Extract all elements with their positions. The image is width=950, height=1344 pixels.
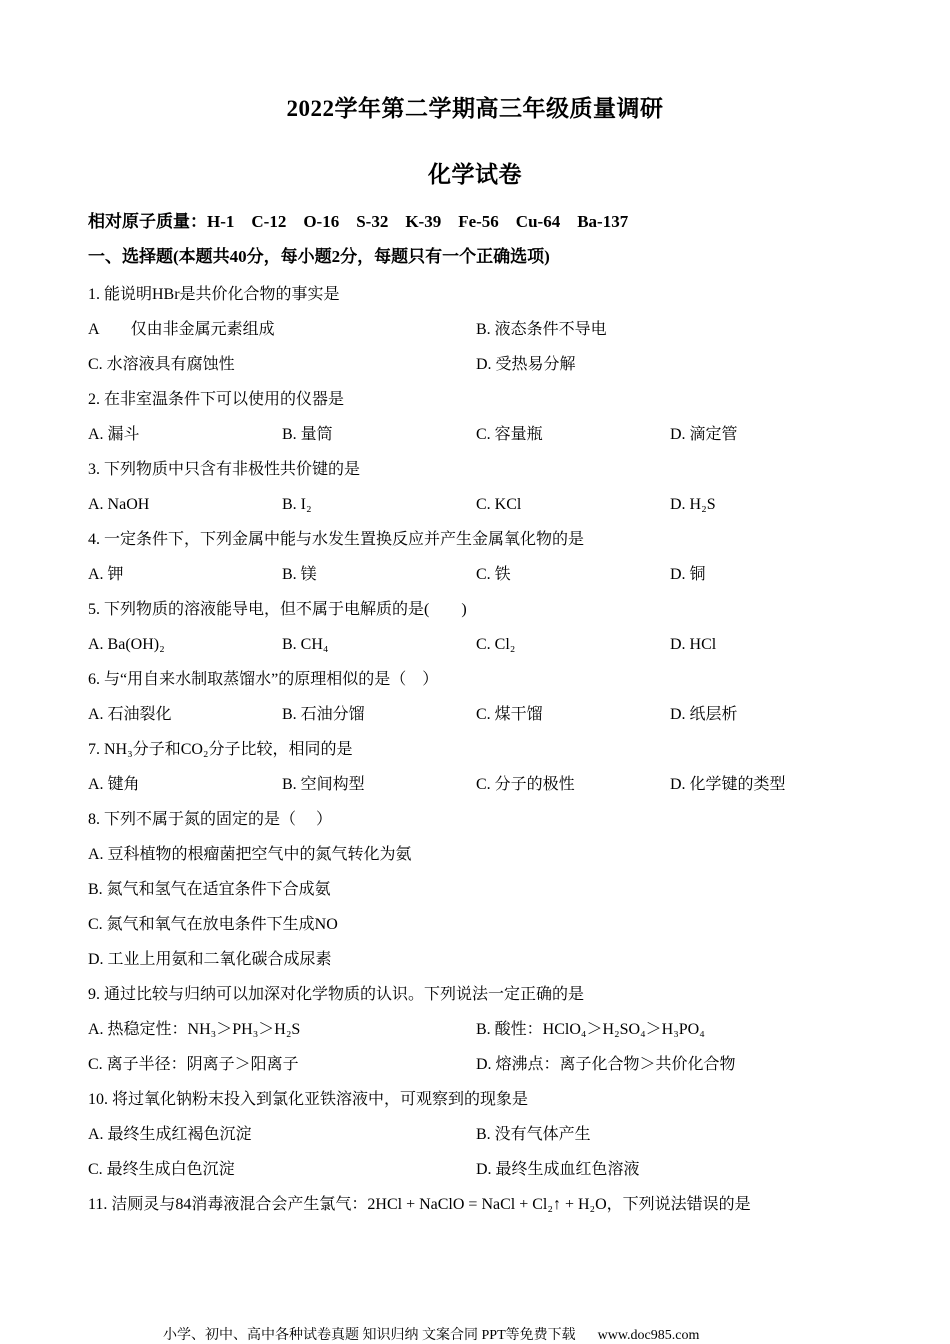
- section-heading: 一、选择题(本题共40分，每小题2分，每题只有一个正确选项): [88, 247, 550, 266]
- option-a: A. 石油裂化: [88, 706, 172, 723]
- option-a: A. 漏斗: [88, 426, 140, 443]
- option-c: C. 铁: [476, 566, 511, 583]
- option-c: C. 分子的极性: [476, 776, 575, 793]
- option-b: B. 酸性：HClO₄＞H₂SO₄＞H₃PO₄: [476, 1021, 705, 1038]
- question-stem: 10. 将过氧化钠粉末投入到氯化亚铁溶液中，可观察到的现象是: [88, 1091, 529, 1108]
- option-c: C. 煤干馏: [476, 706, 543, 723]
- option-d: D. 纸层析: [670, 706, 738, 723]
- option-a: A. 钾: [88, 566, 124, 583]
- option-a: A. 热稳定性：NH₃＞PH₃＞H₂S: [88, 1021, 301, 1038]
- page-title: 2022学年第二学期高三年级质量调研: [286, 96, 664, 121]
- option-c: C. Cl₂: [476, 636, 516, 653]
- option-c: C. KCl: [476, 496, 522, 513]
- option-b: B. 空间构型: [282, 776, 365, 793]
- option-d: D. H₂S: [670, 496, 716, 513]
- question-stem: 11. 洁厕灵与84消毒液混合会产生氯气：2HCl + NaClO = NaCl + Cl₂↑ + H₂O，下列说法错误的是: [88, 1196, 751, 1213]
- option-b: B. 量筒: [282, 426, 333, 443]
- option-d: D. HCl: [670, 636, 717, 653]
- option-d: D. 滴定管: [670, 426, 738, 443]
- option-a: A. 键角: [88, 776, 140, 793]
- option-b: B. 石油分馏: [282, 706, 365, 723]
- option-c: C. 水溶液具有腐蚀性: [88, 356, 235, 373]
- question-stem: 9. 通过比较与归纳可以加深对化学物质的认识。下列说法一定正确的是: [88, 986, 585, 1003]
- question-stem: 6. 与“用自来水制取蒸馏水”的原理相似的是（ ）: [88, 671, 439, 688]
- atomic-mass-line: 相对原子质量：H-1 C-12 O-16 S-32 K-39 Fe-56 Cu-64 Ba-137: [88, 212, 629, 231]
- option-a: A. 最终生成红褐色沉淀: [88, 1126, 252, 1143]
- question-stem: 8. 下列不属于氮的固定的是（ ）: [88, 811, 333, 828]
- question-stem: 4. 一定条件下，下列金属中能与水发生置换反应并产生金属氧化物的是: [88, 531, 585, 548]
- footer: [163, 1324, 699, 1344]
- question-stem: 5. 下列物质的溶液能导电，但不属于电解质的是( ): [88, 601, 467, 618]
- option-c: C. 最终生成白色沉淀: [88, 1161, 235, 1178]
- option-b: B. 没有气体产生: [476, 1126, 591, 1143]
- question-stem: 3. 下列物质中只含有非极性共价键的是: [88, 461, 361, 478]
- option-b: B. 氮气和氢气在适宜条件下合成氨: [88, 881, 331, 898]
- option-d: D. 化学键的类型: [670, 776, 786, 793]
- option-b: B. 镁: [282, 566, 317, 583]
- question-stem: 7. NH₃分子和CO₂分子比较，相同的是: [88, 741, 353, 758]
- option-a: A. 豆科植物的根瘤菌把空气中的氮气转化为氨: [88, 846, 412, 863]
- option-c: C. 离子半径：阴离子＞阳离子: [88, 1056, 299, 1073]
- option-b: B. 液态条件不导电: [476, 321, 607, 338]
- option-d: D. 受热易分解: [476, 356, 576, 373]
- option-d: D. 熔沸点：离子化合物＞共价化合物: [476, 1056, 736, 1073]
- option-a: A. NaOH: [88, 496, 150, 513]
- page-subtitle: 化学试卷: [428, 162, 522, 187]
- option-a: A 仅由非金属元素组成: [88, 321, 275, 338]
- footer-text: 小学、初中、高中各种试卷真题 知识归纳 文案合同 PPT等免费下载: [163, 1328, 576, 1343]
- option-d: D. 最终生成血红色溶液: [476, 1161, 640, 1178]
- question-stem: 1. 能说明HBr是共价化合物的事实是: [88, 286, 340, 303]
- option-a: A. Ba(OH)₂: [88, 636, 165, 653]
- question-stem: 2. 在非室温条件下可以使用的仪器是: [88, 391, 345, 408]
- option-c: C. 氮气和氧气在放电条件下生成NO: [88, 916, 338, 933]
- option-d: D. 铜: [670, 566, 706, 583]
- option-c: C. 容量瓶: [476, 426, 543, 443]
- option-b: B. CH₄: [282, 636, 329, 653]
- option-b: B. I₂: [282, 496, 312, 513]
- footer-url[interactable]: www.doc985.com: [597, 1328, 700, 1343]
- option-d: D. 工业上用氨和二氧化碳合成尿素: [88, 951, 332, 968]
